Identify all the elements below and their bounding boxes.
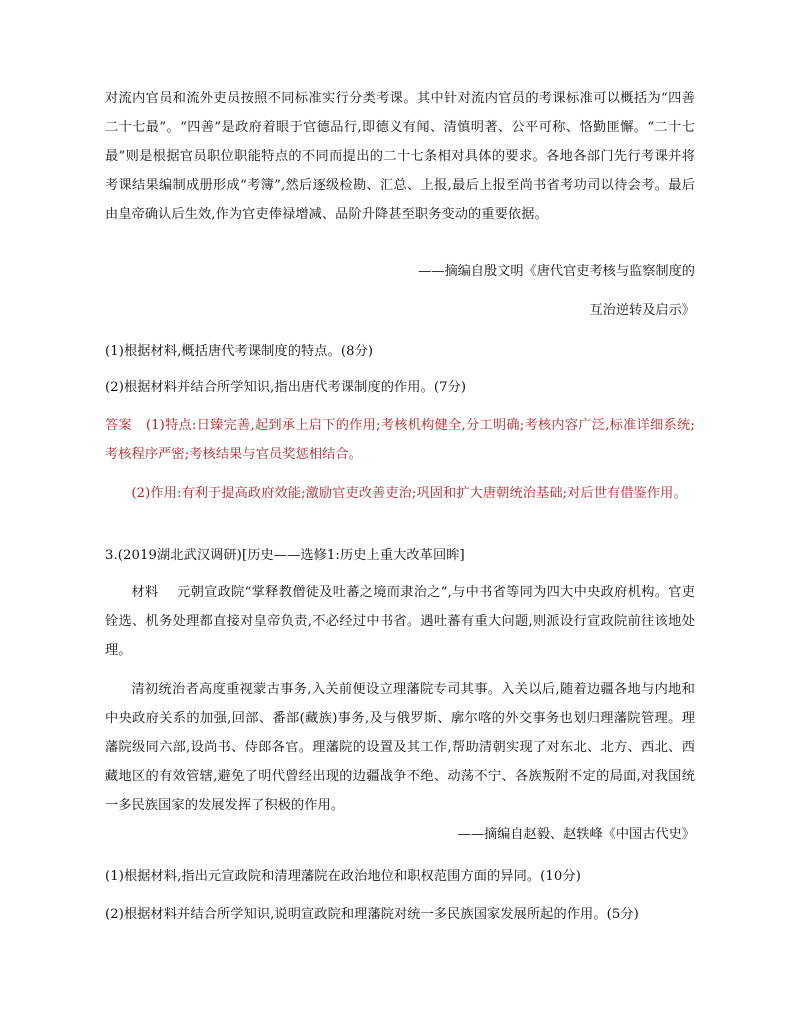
answer-1 [105, 411, 695, 469]
question-3-1: (1)根据材料,指出元宣政院和清理藩院在政治地位和职权范围方面的异同。(10分) [105, 869, 581, 884]
source-citation-line1: ——摘编自殷文明《唐代官吏考核与监察制度的 [418, 264, 695, 279]
material-label: 材料 [131, 585, 159, 600]
material-3-para-2: 清初统治者高度重视蒙古事务,入关前便设立理藩院专司其事。入关以后,随着边疆各地与内地和中央政府关系的加强,回部、番部(藏族)事务,及与俄罗斯、廓尔喀的外交事务也划归理藩院管理。理藩院级同六部,设尚书、侍郎各官。理藩院的设置及其工作,帮助清朝实现了对东北、北方、西北、西藏地区的有效管辖,避免了明代曾经出现的边疆战争不绝、动荡不宁、各族叛附不定的局面,对我国统一多民族国家的发展发挥了积极的作用。 [105, 682, 695, 813]
source-citation-line2: 互治逆转及启示》 [589, 303, 695, 318]
question-3-2: (2)根据材料并结合所学知识,说明宣政院和理藩院对统一多民族国家发展所起的作用。(5分) [105, 907, 639, 922]
question-1: (1)根据材料,概括唐代考课制度的特点。(8分) [105, 344, 374, 359]
answer-1-text: (1)特点:日臻完善,起到承上启下的作用;考核机构健全,分工明确;考核内容广泛,标准详细系统;考核程序严密;考核结果与官员奖惩相结合。 [105, 418, 695, 462]
answer-label: 答案 [105, 418, 132, 433]
question-3-header: 3.(2019湖北武汉调研)[历史——选修1:历史上重大改革回眸] [105, 548, 465, 563]
source-citation-3: ——摘编自赵毅、赵轶峰《中国古代史》 [457, 827, 695, 842]
material-3-para-1-text: 元朝宣政院“掌释教僧徒及吐蕃之境而隶治之”,与中书省等同为四大中央政府机构。官吏铨选、机务处理都直接对皇帝负责,不必经过中书省。遇吐蕃有重大问题,则派设行宣政院前往该地处理。 [105, 585, 696, 658]
question-2: (2)根据材料并结合所学知识,指出唐代考课制度的作用。(7分) [105, 380, 467, 395]
material-paragraph: 对流内官员和流外吏员按照不同标准实行分类考课。其中针对流内官员的考课标准可以概括为“四善二十七最”。“四善”是政府着眼于官德品行,即德义有闻、清慎明著、公平可称、恪勤匪懈。“二十七最”则是根据官员职位职能特点的不同而提出的二十七条相对具体的要求。各地各部门先行考课并将考课结果编制成册形成“考簿”,然后逐级检勘、汇总、上报,最后上报至尚书省考功司以待会考。最后由皇帝确认后生效,作为官吏俸禄增减、品阶升降甚至职务变动的重要依据。 [105, 91, 695, 222]
answer-2: (2)作用:有利于提高政府效能;激励官吏改善吏治;巩固和扩大唐朝统治基础;对后世有借鉴作用。 [131, 486, 687, 501]
material-3-para-1 [105, 578, 695, 665]
